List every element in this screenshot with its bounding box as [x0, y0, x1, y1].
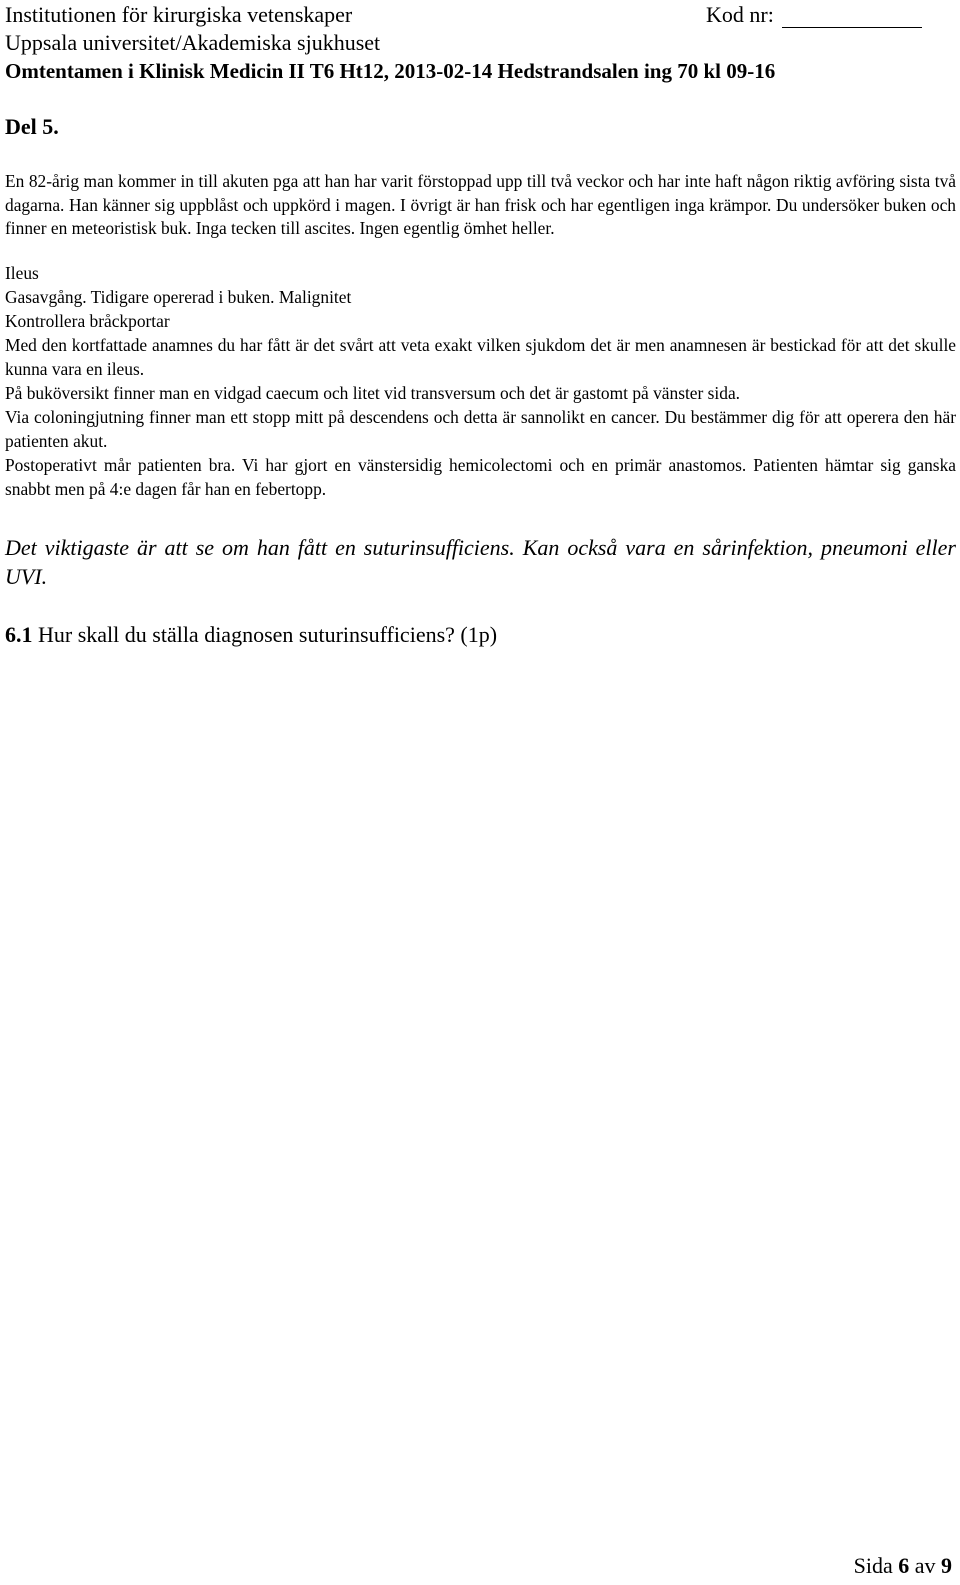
code-number-field [706, 2, 922, 28]
coloningjutning-block [5, 406, 956, 453]
postoperative-block [5, 454, 956, 501]
ileus-block [5, 262, 956, 286]
kontrollera-block [5, 310, 956, 334]
ileus-line: Ileus [5, 263, 39, 283]
code-number-label: Kod nr: [706, 2, 774, 27]
case-intro-block [5, 170, 956, 241]
bukoversikt-paragraph: På buköversikt finner man en vidgad caecum och litet vid transversum och det är gastomt på vänster sida. [5, 383, 741, 403]
question-number: 6.1 [5, 622, 33, 647]
bukoversikt-block [5, 382, 956, 406]
gasavgang-block [5, 286, 956, 310]
footer-total-pages: 9 [941, 1553, 952, 1578]
footer-prefix: Sida [853, 1553, 893, 1578]
footer-middle: av [914, 1553, 936, 1578]
page-footer [854, 1553, 952, 1579]
question-text: Hur skall du ställa diagnosen suturinsufficiens? (1p) [38, 622, 498, 647]
postoperative-paragraph: Postoperativt mår patienten bra. Vi har gjort en vänstersidig hemicolectomi och en primär anastomos. Patienten hämtar sig ganska snabbt men på 4:e dagen får han en febertopp. [5, 455, 956, 499]
coloningjutning-paragraph: Via coloningjutning finner man ett stopp mitt på descendens och detta är sannolikt en cancer. Du bestämmer dig för att operera den här patienten akut. [5, 407, 956, 451]
gasavgang-line: Gasavgång. Tidigare opererad i buken. Malignitet [5, 287, 352, 307]
case-intro-paragraph: En 82-årig man kommer in till akuten pga att han har varit förstoppad upp till två veckor och har inte haft någon riktig avföring sista två dagarna. Han känner sig uppblåst och uppkörd i magen. I övrigt är han frisk och har egentligen inga krämpor. Du undersöker buken och finner en meteoristisk buk. Inga tecken till ascites. Ingen egentlig ömhet heller. [5, 171, 956, 238]
institution-header: Institutionen för kirurgiska vetenskaper [5, 2, 353, 27]
question-6-1 [5, 622, 497, 648]
footer-page-number: 6 [898, 1553, 910, 1578]
kontrollera-line: Kontrollera bråckportar [5, 311, 170, 331]
section-title: Del 5. [5, 114, 59, 139]
exam-title: Omtentamen i Klinisk Medicin II T6 Ht12, 2013-02-14 Hedstrandsalen ing 70 kl 09-16 [5, 59, 776, 83]
anamnes-paragraph: Med den kortfattade anamnes du har fått är det svårt att veta exakt vilken sjukdom det är men anamnesen är bestickad för att det skulle kunna vara en ileus. [5, 335, 956, 379]
anamnes-block [5, 334, 956, 381]
answer-note: Det viktigaste är att se om han fått en suturinsufficiens. Kan också vara en sårinfektion, pneumoni eller UVI. [5, 535, 956, 589]
university-header: Uppsala universitet/Akademiska sjukhuset [5, 30, 381, 55]
code-number-blank-line [782, 7, 922, 28]
